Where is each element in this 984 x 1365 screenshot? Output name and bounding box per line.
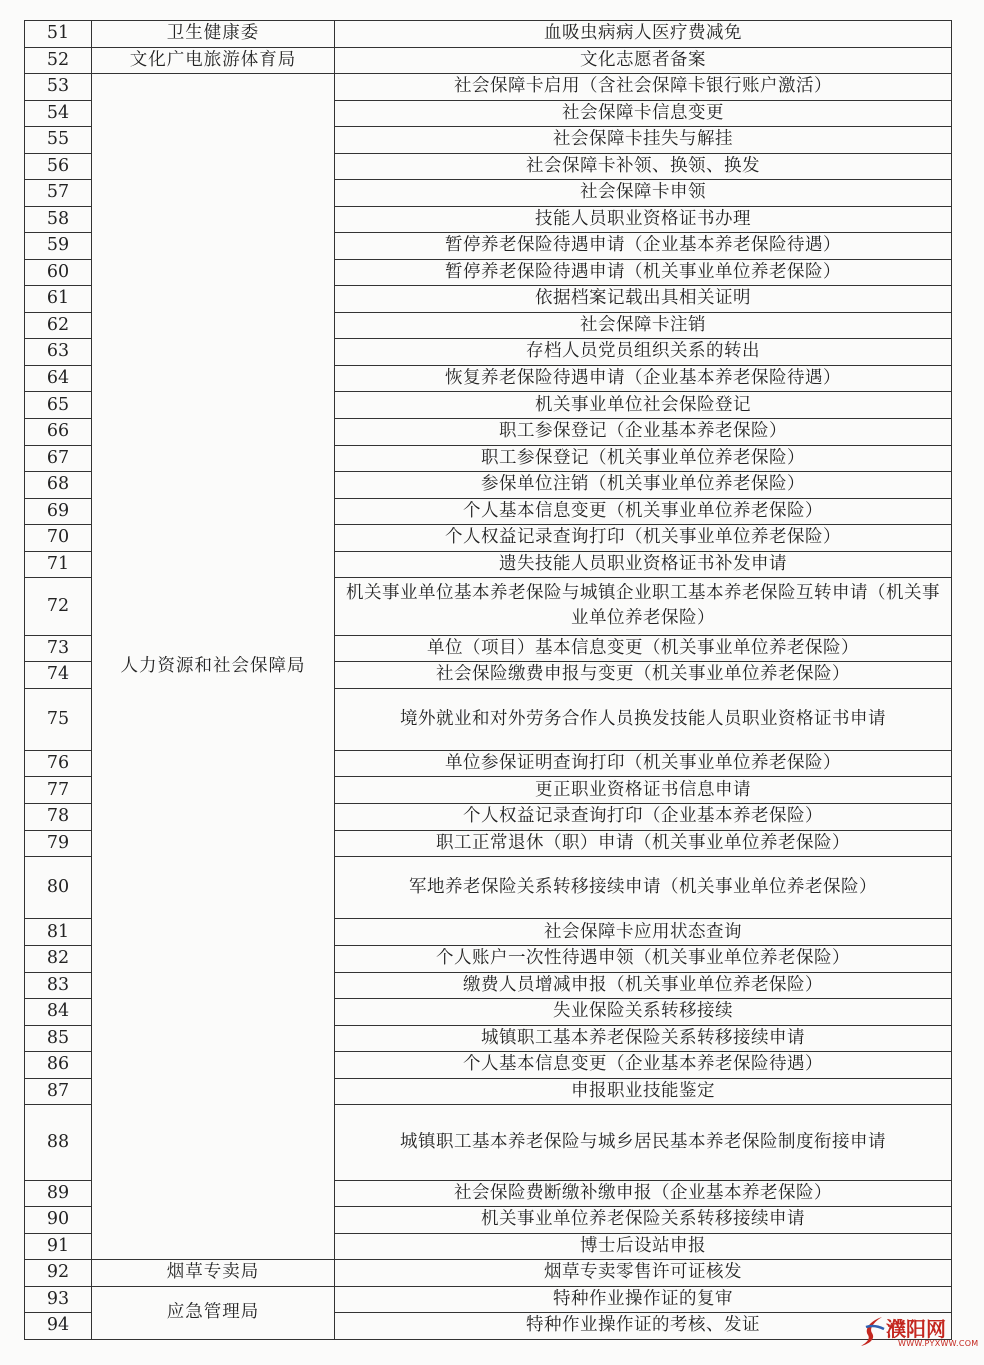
row-number: 54 [25,100,92,127]
row-number: 69 [25,498,92,525]
service-item: 依据档案记载出具相关证明 [335,286,952,313]
row-number: 64 [25,365,92,392]
site-watermark [860,1313,978,1353]
service-item: 个人权益记录查询打印（企业基本养老保险） [335,804,952,831]
service-item: 申报职业技能鉴定 [335,1078,952,1105]
row-number: 82 [25,945,92,972]
row-number: 62 [25,312,92,339]
row-number: 89 [25,1180,92,1207]
row-number: 60 [25,259,92,286]
service-item: 军地养老保险关系转移接续申请（机关事业单位养老保险） [335,857,952,919]
service-item: 机关事业单位社会保险登记 [335,392,952,419]
service-item: 单位（项目）基本信息变更（机关事业单位养老保险） [335,635,952,662]
service-item: 更正职业资格证书信息申请 [335,777,952,804]
row-number: 53 [25,74,92,101]
row-number: 94 [25,1313,92,1340]
swoosh-logo-icon [860,1313,886,1349]
row-number: 79 [25,830,92,857]
service-item: 文化志愿者备案 [335,47,952,74]
table-row [25,47,952,74]
service-item: 职工参保登记（企业基本养老保险） [335,418,952,445]
service-item: 社会保障卡申领 [335,180,952,207]
row-number: 78 [25,804,92,831]
row-number: 52 [25,47,92,74]
service-item: 存档人员党员组织关系的转出 [335,339,952,366]
row-number: 87 [25,1078,92,1105]
service-item: 特种作业操作证的复审 [335,1286,952,1313]
service-item: 失业保险关系转移接续 [335,999,952,1026]
department-cell: 卫生健康委 [92,21,335,48]
service-item: 暂停养老保险待遇申请（企业基本养老保险待遇） [335,233,952,260]
row-number: 68 [25,472,92,499]
watermark-name: 濮阳网 [886,1317,946,1341]
service-item: 特种作业操作证的考核、发证 [335,1313,952,1340]
service-item: 社会保障卡补领、换领、换发 [335,153,952,180]
row-number: 81 [25,919,92,946]
table-row [25,74,952,101]
service-item: 烟草专卖零售许可证核发 [335,1260,952,1287]
row-number: 51 [25,21,92,48]
row-number: 63 [25,339,92,366]
row-number: 65 [25,392,92,419]
service-item: 社会保险费断缴补缴申报（企业基本养老保险） [335,1180,952,1207]
row-number: 80 [25,857,92,919]
row-number: 93 [25,1286,92,1313]
watermark-url: WWW.PYXWW.COM [898,1339,979,1348]
service-item: 个人账户一次性待遇申领（机关事业单位养老保险） [335,945,952,972]
service-item: 社会保险缴费申报与变更（机关事业单位养老保险） [335,662,952,689]
row-number: 74 [25,662,92,689]
service-item: 博士后设站申报 [335,1233,952,1260]
service-item: 血吸虫病病人医疗费减免 [335,21,952,48]
department-cell: 文化广电旅游体育局 [92,47,335,74]
row-number: 73 [25,635,92,662]
row-number: 83 [25,972,92,999]
row-number: 59 [25,233,92,260]
service-item: 参保单位注销（机关事业单位养老保险） [335,472,952,499]
service-item: 社会保障卡信息变更 [335,100,952,127]
row-number: 66 [25,418,92,445]
service-item: 遗失技能人员职业资格证书补发申请 [335,551,952,578]
row-number: 56 [25,153,92,180]
department-cell-hrss: 人力资源和社会保障局 [92,74,335,1260]
row-number: 76 [25,750,92,777]
row-number: 70 [25,525,92,552]
row-number: 58 [25,206,92,233]
row-number: 92 [25,1260,92,1287]
department-cell-emergency: 应急管理局 [92,1286,335,1339]
service-item: 职工正常退休（职）申请（机关事业单位养老保险） [335,830,952,857]
row-number: 57 [25,180,92,207]
service-item: 机关事业单位养老保险关系转移接续申请 [335,1207,952,1234]
service-item: 个人基本信息变更（企业基本养老保险待遇） [335,1052,952,1079]
row-number: 72 [25,578,92,635]
row-number: 91 [25,1233,92,1260]
row-number: 61 [25,286,92,313]
row-number: 90 [25,1207,92,1234]
row-number: 88 [25,1105,92,1180]
department-cell: 烟草专卖局 [92,1260,335,1287]
row-number: 86 [25,1052,92,1079]
service-item: 缴费人员增减申报（机关事业单位养老保险） [335,972,952,999]
table-row [25,1286,952,1313]
service-item: 技能人员职业资格证书办理 [335,206,952,233]
service-item: 城镇职工基本养老保险关系转移接续申请 [335,1025,952,1052]
row-number: 85 [25,1025,92,1052]
service-item: 城镇职工基本养老保险与城乡居民基本养老保险制度衔接申请 [335,1105,952,1180]
service-item: 社会保障卡应用状态查询 [335,919,952,946]
service-item: 单位参保证明查询打印（机关事业单位养老保险） [335,750,952,777]
row-number: 77 [25,777,92,804]
service-item: 境外就业和对外劳务合作人员换发技能人员职业资格证书申请 [335,688,952,750]
row-number: 75 [25,688,92,750]
service-item: 暂停养老保险待遇申请（机关事业单位养老保险） [335,259,952,286]
service-item: 机关事业单位基本养老保险与城镇企业职工基本养老保险互转申请（机关事业单位养老保险） [335,578,952,635]
service-item: 恢复养老保险待遇申请（企业基本养老保险待遇） [335,365,952,392]
service-list-table [24,20,951,1340]
service-item: 社会保障卡注销 [335,312,952,339]
service-item: 个人权益记录查询打印（机关事业单位养老保险） [335,525,952,552]
service-item: 个人基本信息变更（机关事业单位养老保险） [335,498,952,525]
service-item: 社会保障卡启用（含社会保障卡银行账户激活） [335,74,952,101]
table-row [25,21,952,48]
service-item: 社会保障卡挂失与解挂 [335,127,952,154]
row-number: 84 [25,999,92,1026]
service-item: 职工参保登记（机关事业单位养老保险） [335,445,952,472]
row-number: 67 [25,445,92,472]
table-row [25,1260,952,1287]
row-number: 71 [25,551,92,578]
row-number: 55 [25,127,92,154]
